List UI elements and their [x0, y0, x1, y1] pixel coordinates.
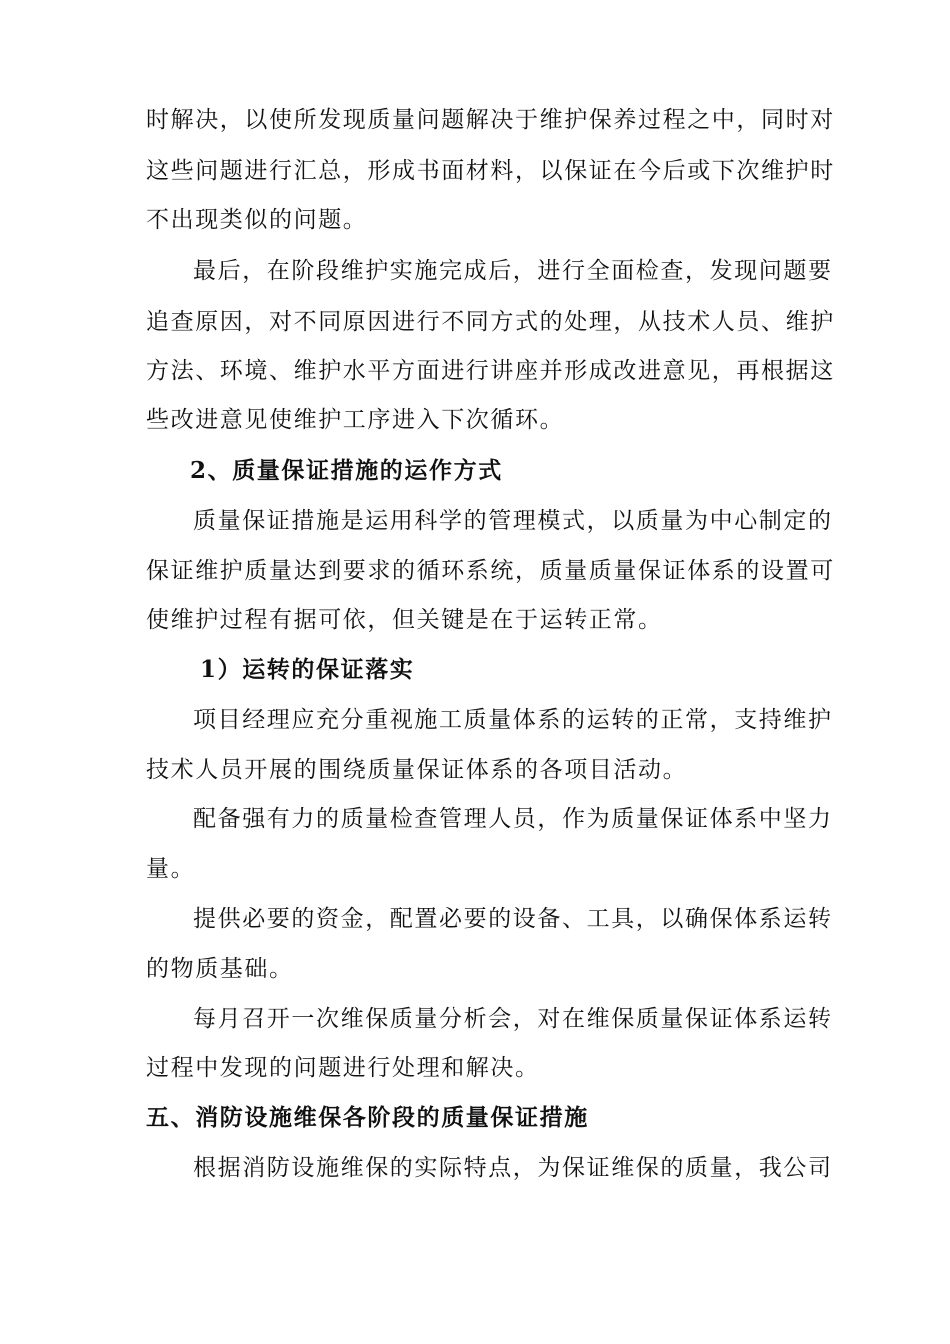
text-line: 配备强有力的质量检查管理人员，作为质量保证体系中坚力: [193, 806, 833, 832]
text-line: 追查原因，对不同原因进行不同方式的处理，从技术人员、维护: [146, 309, 835, 335]
text-line: 的物质基础。: [146, 956, 294, 982]
text-line: 不出现类似的问题。: [146, 207, 368, 233]
text-line: 质量保证措施是运用科学的管理模式，以质量为中心制定的: [193, 508, 833, 534]
text-line: 方法、环境、维护水平方面进行讲座并形成改进意见，再根据这: [146, 358, 835, 384]
text-line: 项目经理应充分重视施工质量体系的运转的正常，支持维护: [193, 707, 833, 733]
text-line: 每月召开一次维保质量分析会，对在维保质量保证体系运转: [193, 1006, 833, 1032]
subsection-heading: 1）运转的保证落实: [200, 656, 415, 683]
text-line: 量。: [146, 856, 196, 882]
chapter-heading: 五、消防设施维保各阶段的质量保证措施: [146, 1104, 589, 1131]
text-line: 过程中发现的问题进行处理和解决。: [146, 1055, 540, 1081]
text-line: 最后，在阶段维护实施完成后，进行全面检查，发现问题要: [193, 258, 833, 284]
text-line: 这些问题进行汇总，形成书面材料，以保证在今后或下次维护时: [146, 158, 835, 184]
text-line: 技术人员开展的围绕质量保证体系的各项目活动。: [146, 757, 688, 783]
text-line: 些改进意见使维护工序进入下次循环。: [146, 407, 565, 433]
text-line: 使维护过程有据可依，但关键是在于运转正常。: [146, 607, 663, 633]
section-heading: 2、质量保证措施的运作方式: [190, 457, 503, 484]
text-line: 提供必要的资金，配置必要的设备、工具，以确保体系运转: [193, 906, 833, 932]
text-line: 保证维护质量达到要求的循环系统，质量质量保证体系的设置可: [146, 558, 835, 584]
text-line: 根据消防设施维保的实际特点，为保证维保的质量，我公司: [193, 1155, 833, 1181]
text-line: 时解决，以使所发现质量问题解决于维护保养过程之中，同时对: [146, 107, 835, 133]
